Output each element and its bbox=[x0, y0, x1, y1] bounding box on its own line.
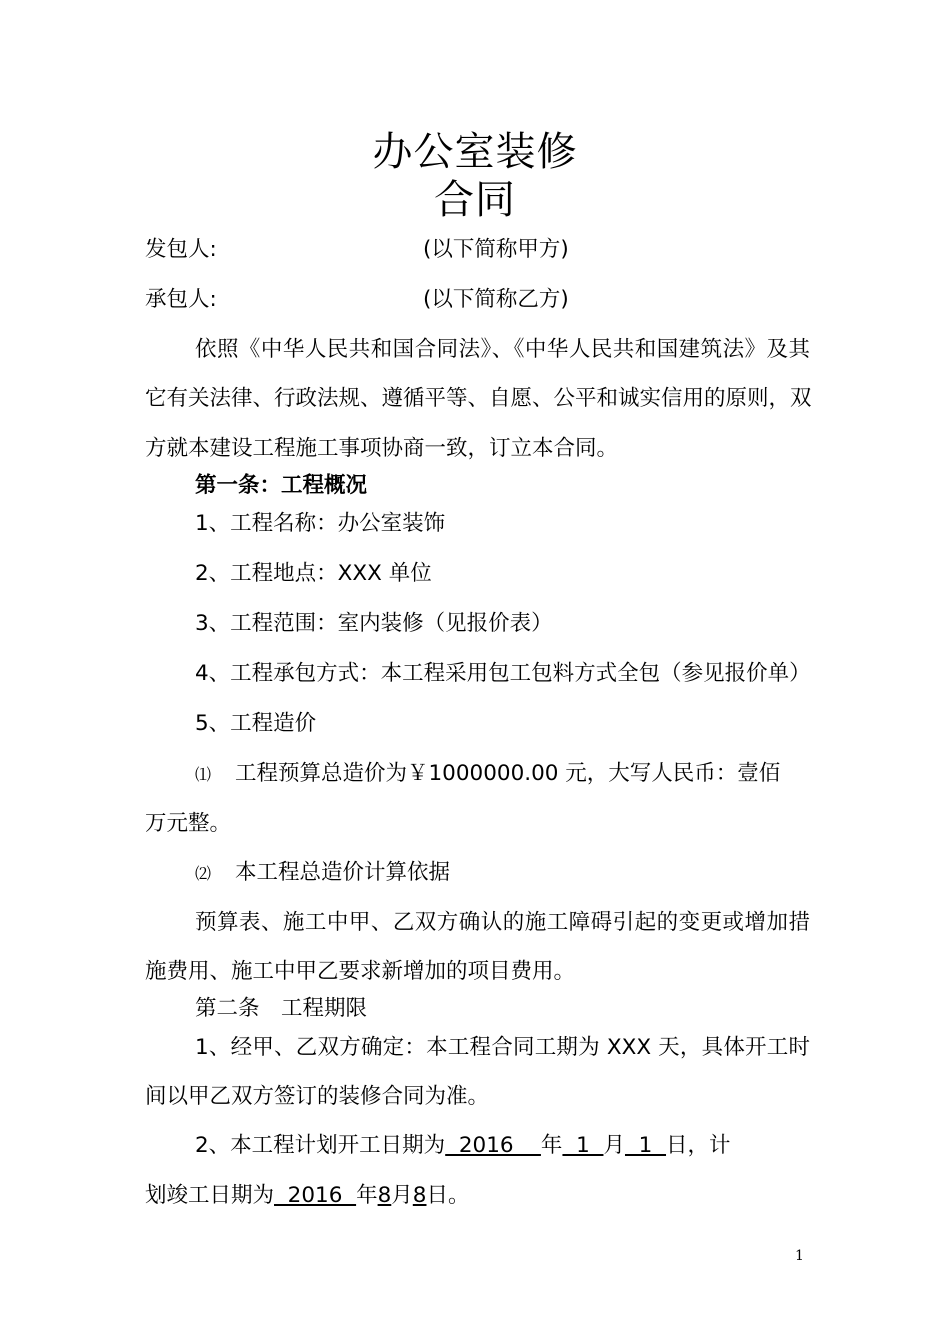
price-line-1 bbox=[195, 759, 810, 790]
employer-note: (以下简称甲方) bbox=[423, 237, 569, 262]
title-line-1: 办公室装修 bbox=[372, 129, 578, 175]
article2-item1-line-1: 1、经甲、乙双方确定：本工程合同工期为 XXX 天，具体开工时 bbox=[195, 1035, 810, 1060]
end-month-label: 月 bbox=[391, 1183, 413, 1208]
article2-item1-line-2: 间以甲乙双方签订的装修合同为准。 bbox=[145, 1084, 490, 1109]
price-2-text: 本工程总造价计算依据 bbox=[235, 860, 451, 885]
preamble-line-1: 依照《中华人民共和国合同法》、《中华人民共和国建筑法》及其 bbox=[195, 337, 810, 362]
price-line-1-cont: 万元整。 bbox=[145, 811, 232, 836]
start-month-label: 月 bbox=[603, 1133, 625, 1158]
end-day-label: 日。 bbox=[426, 1183, 470, 1208]
article1-item-5: 5、工程造价 bbox=[195, 711, 317, 736]
preamble-line-2: 它有关法律、行政法规、遵循平等、自愿、公平和诚实信用的原则，双 bbox=[145, 386, 812, 411]
article1-heading: 第一条：工程概况 bbox=[195, 473, 368, 498]
start-year-label: 年 bbox=[540, 1133, 563, 1158]
page-number: 1 bbox=[795, 1248, 804, 1264]
contractor-note: (以下简称乙方) bbox=[423, 287, 569, 312]
end-date-prefix: 划竣工日期为 bbox=[145, 1183, 275, 1208]
employer-line bbox=[145, 235, 810, 265]
start-year-field: 2016 bbox=[445, 1133, 541, 1158]
article2-item2-line-1 bbox=[195, 1131, 810, 1161]
price-2-number: ⑵ bbox=[195, 864, 212, 883]
basis-line-2: 施费用、施工中甲乙要求新增加的项目费用。 bbox=[145, 959, 576, 984]
end-year-label: 年 bbox=[356, 1183, 378, 1208]
price-line-2 bbox=[195, 858, 810, 889]
price-1-number: ⑴ bbox=[195, 765, 212, 784]
price-1-text: 工程预算总造价为￥1000000.00 元，大写人民币：壹佰 bbox=[235, 761, 781, 786]
start-date-prefix: 2、本工程计划开工日期为 bbox=[195, 1133, 446, 1158]
end-day-field: 8 bbox=[412, 1183, 427, 1208]
article2-heading: 第二条 工程期限 bbox=[195, 996, 368, 1021]
employer-label: 发包人: bbox=[145, 237, 217, 262]
article1-item-2: 2、工程地点：XXX 单位 bbox=[195, 561, 432, 586]
title-line-2: 合同 bbox=[434, 177, 516, 223]
article2-item2-line-2 bbox=[145, 1181, 810, 1211]
contractor-label: 承包人: bbox=[145, 287, 217, 312]
start-day-field: 1 bbox=[624, 1133, 667, 1158]
basis-line-1: 预算表、施工中甲、乙双方确认的施工障碍引起的变更或增加措 bbox=[195, 910, 810, 935]
preamble-line-3: 方就本建设工程施工事项协商一致，订立本合同。 bbox=[145, 436, 619, 461]
article1-item-1: 1、工程名称：办公室装饰 bbox=[195, 511, 446, 536]
article1-item-4: 4、工程承包方式：本工程采用包工包料方式全包（参见报价单） bbox=[195, 661, 811, 686]
contractor-line bbox=[145, 285, 810, 315]
end-month-field: 8 bbox=[377, 1183, 392, 1208]
end-year-field: 2016 bbox=[274, 1183, 357, 1208]
start-month-field: 1 bbox=[562, 1133, 604, 1158]
start-day-label: 日，计 bbox=[666, 1133, 731, 1158]
article1-item-3: 3、工程范围：室内装修（见报价表） bbox=[195, 611, 553, 636]
